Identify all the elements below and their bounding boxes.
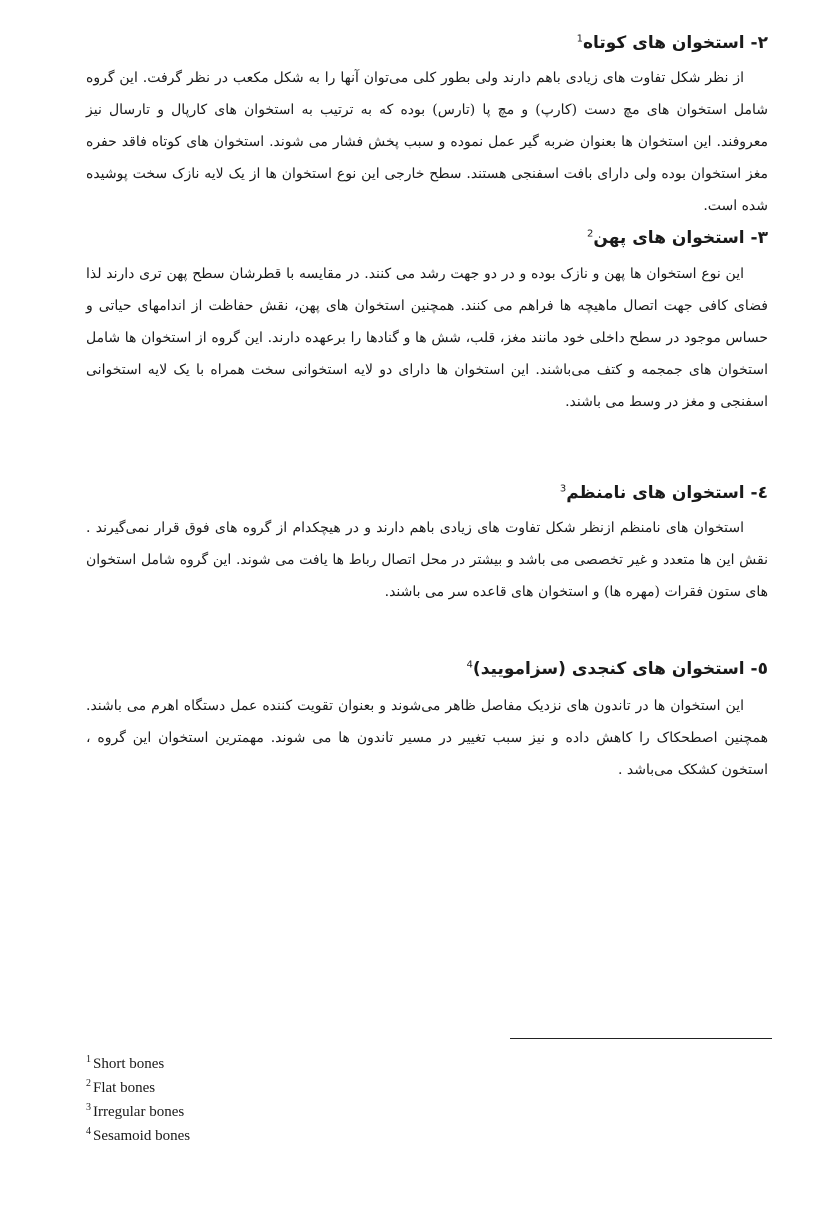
section-heading-flat-bones: ۳- استخوان های پهن$^2$ — [587, 228, 768, 248]
footnote-item: $^1$ Short bones — [86, 1054, 165, 1072]
section-heading-sesamoid-bones: ٥- استخوان های کنجدی (سزامویید)$^4$ — [466, 659, 768, 679]
footnote-ref: 4 — [466, 659, 473, 671]
footnote-item: $^3$ Irregular bones — [86, 1102, 185, 1120]
section-heading-irregular-bones: ٤- استخوان های نامنظم$^3$ — [559, 483, 768, 503]
footnote-item: $^4$ Sesamoid bones — [86, 1126, 191, 1144]
footnote-item: $^2$ Flat bones — [86, 1078, 156, 1096]
footnote-divider — [510, 1038, 772, 1039]
footnote-ref: 2 — [587, 228, 594, 240]
footnote-ref: 1 — [576, 33, 583, 45]
section-heading-short-bones: ۲- استخوان های کوتاه$^1$ — [576, 33, 768, 53]
section-paragraph-flat-bones: این نوع استخوان ها پهن و نازک بوده و در دو جهت رشد می کنند. در مقایسه با قطرشان سطح پهن تری دارند لذا فضای کافی جهت اتصال ماهیچه ها فراهم می کنند. همچنین استخوان های پهن، نقش حفاظت از اندامهای حیاتی و حساس موجود در سطح داخلی خود مانند مغز، قلب، شش ها و گنادها را برعهده دارند. این گروه از استخوان ها شامل استخوان های جمجمه و کتف می‌باشند. این استخوان ها دارای دو لایه استخوانی سخت همراه با یک لایه استخوانی اسفنجی و مغز در وسط می باشند. — [86, 266, 768, 410]
section-paragraph-sesamoid-bones: این استخوان ها در تاندون های نزدیک مفاصل ظاهر می‌شوند و بعنوان تقویت کننده عمل دستگاه اهرم می باشند. همچنین اصطحکاک را کاهش داده و نیز سبب تغییر در مسیر تاندون ها می شوند. مهمترین استخوان این گروه ، استخون کشکک می‌باشد . — [86, 698, 768, 778]
footnotes — [86, 1050, 386, 1146]
section-paragraph-irregular-bones: استخوان های نامنظم ازنظر شکل تفاوت های زیادی باهم دارند و در هیچکدام از گروه های فوق قرار نمی‌گیرند . نقش این ها متعدد و غیر تخصصی می باشد و بیشتر در محل اتصال رباط ها یافت می شوند. این گروه شامل استخوان های ستون فقرات (مهره ها) و استخوان های قاعده سر می باشند. — [86, 520, 768, 600]
section-paragraph-short-bones: از نظر شکل تفاوت های زیادی باهم دارند ولی بطور کلی می‌توان آنها را به شکل مکعب در نظر گرفت. این گروه شامل استخوان های مچ دست (کارپ) و مچ پا (تارس) بوده که به ترتیب به استخوان های کارپال و تارسال نیز معروفند. این استخوان ها بعنوان ضربه گیر عمل نموده و سبب پخش فشار می شوند. استخوان های کوتاه فاقد حفره مغز استخوان بوده ولی دارای بافت اسفنجی هستند. سطح خارجی این نوع استخوان ها از یک لایه نازک سخت پوشیده شده است. — [86, 70, 768, 214]
footnote-ref: 3 — [559, 483, 567, 495]
